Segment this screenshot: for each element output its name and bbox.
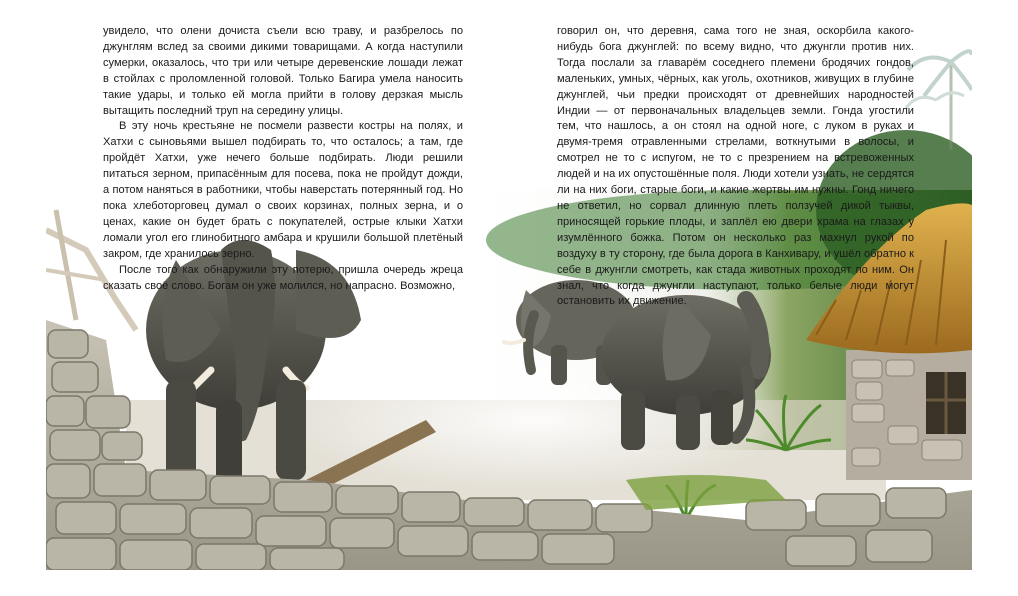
paragraph: В эту ночь крестьяне не посмели развести костры на полях, и Хатхи с сыновьями вышел подбирать то, что осталось; а там, где пройдёт Хатхи, уже нечего больше подбирать. Люди решили питаться зерном, припасённым для посева, пока не пройдут дожди, а потом наняться в работники, чтобы наверстать потерянный год. Но пока хлеботорговец думал о своих корзинах, полных зерна, и о ценах, какие он будет брать с покупателей, острые клыки Хатхи ломали угол его глинобитного амбара и крушили большой плетёный закром, где хранилось зерно. bbox=[103, 120, 463, 260]
paragraph: говорил он, что деревня, сама того не зная, оскорбила какого-нибудь бога джунглей: по всему видно, что джунгли против них. Тогда послали за главарём соседнего племени бродячих гондов, маленьких, умных, чёрных, как уголь, охотников, живущих в глубине джунглей, чьи предки происходят от древнейших народностей Индии — от первоначальных владельцев земли. Гонда угостили тем, что нашлось, а он стоял на одной ноге, с луком в руках и двумя-тремя отравленными стрелами, воткнутыми в волосы, и смотрел не то с испугом, не то с презрением на встревоженных людей и на их опустошённые поля. Люди хотели узнать, не сердятся ли на них боги, старые боги, и какие жертвы им нужны. Гонд ничего не ответил, но сорвал длинную плеть ползучей дикой тыквы, приносящей горькие плоды, и заплёл ею двери храма на глазах у изумлённого божка. Потом он несколько раз махнул рукой по воздуху в ту сторону, где была дорога в Канхивару, и ушёл обратно к себе в джунгли смотреть, как стада животных проходят по ним. Он знал, что когда джунгли наступают, только белые люди могут остановить их движение. bbox=[557, 25, 914, 308]
paragraph: увидело, что олени дочиста съели всю траву, и разбрелось по джунглям вслед за своими дикими товарищами. А когда наступили сумерки, оказалось, что три или четыре деревенские лошади лежат в стойлах с проломленной головой. Только Багира умела наносить такие удары, и только ей могла прийти в голову дерзкая мысль вытащить последний труп на середину улицы. bbox=[103, 25, 463, 117]
paragraph: После того как обнаружили эту потерю, пришла очередь жреца сказать своё слово. Богам он уже молился, но напрасно. Возможно, bbox=[103, 263, 463, 292]
elephant-medium bbox=[601, 295, 771, 450]
text-column-right bbox=[557, 24, 914, 310]
text-column-left bbox=[103, 24, 463, 294]
